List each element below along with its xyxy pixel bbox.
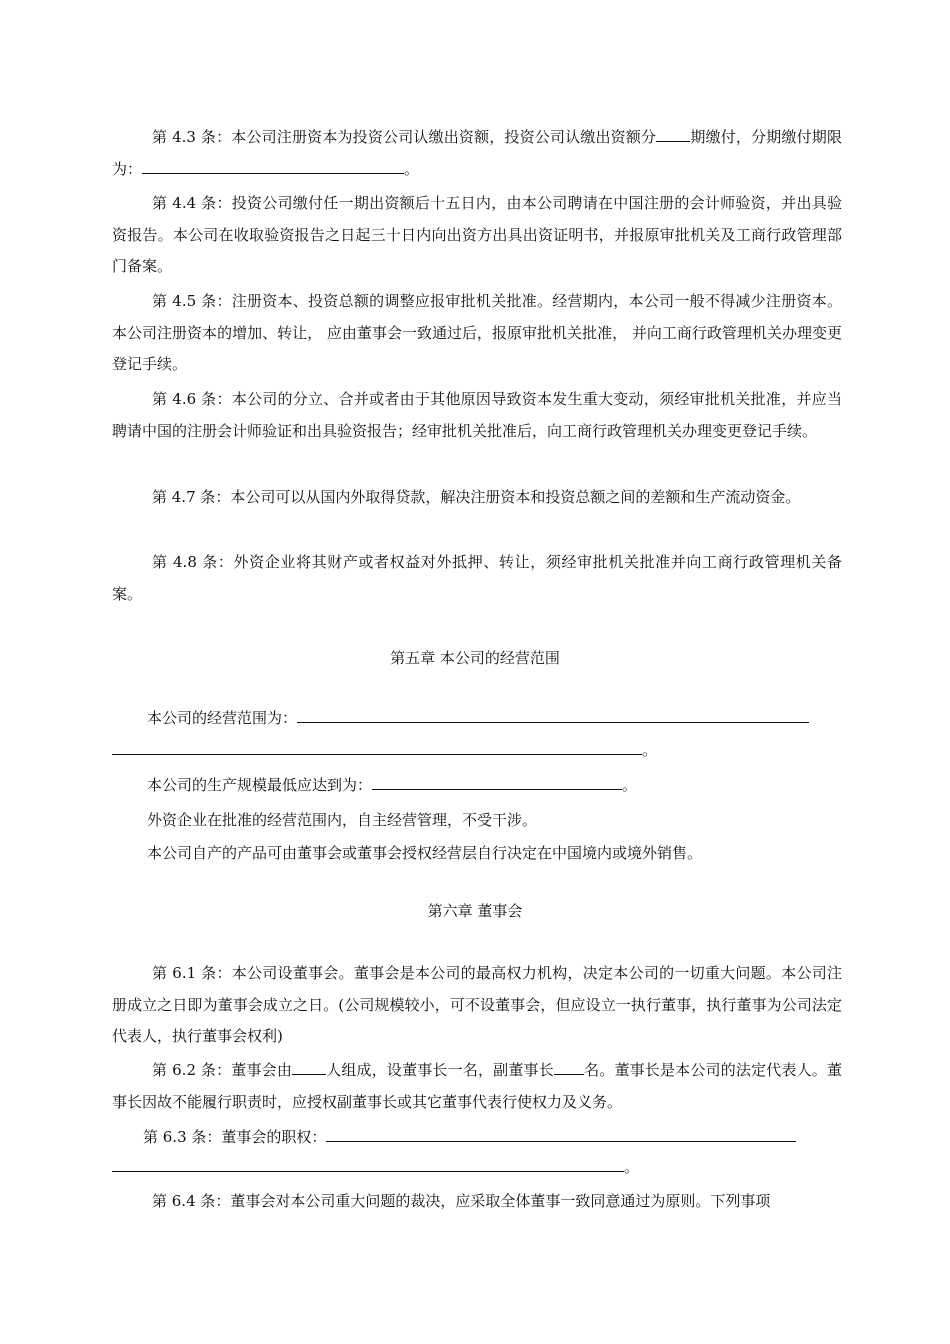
article-6-2 xyxy=(112,1055,842,1118)
article-4-6: 第 4.6 条：本公司的分立、合并或者由于其他原因导致资本发生重大变动，须经审批机关批准，并应当聘请中国的注册会计师验证和出具验资报告；经审批机关批准后，向工商行政管理机关办理变更登记手续。 xyxy=(112,390,842,440)
board-powers-blank-1 xyxy=(326,1124,796,1142)
article-6-2-text-c: 名。董事长是本公司的法定代表人。董事长因故不能履行职责时，应授权副董事长或其它董事代表行使权力及义务。 xyxy=(112,1061,842,1111)
article-4-3-text-c: 。 xyxy=(404,159,420,178)
article-6-3-label: 第 6.3 条：董事会的职权： xyxy=(143,1128,327,1146)
production-scale-label: 本公司的生产规模最低应达到为： xyxy=(147,776,373,794)
chapter-6-title: 第六章 董事会 xyxy=(427,902,523,920)
directors-count-blank xyxy=(292,1057,326,1075)
business-scope-line-2 xyxy=(112,735,842,765)
article-4-8: 第 4.8 条：外资企业将其财产或者权益对外抵押、转让，须经审批机关批准并向工商行政管理机关备案。 xyxy=(112,553,842,603)
payment-period-blank xyxy=(142,156,404,174)
article-6-2-text-b: 人组成，设董事长一名，副董事长 xyxy=(326,1061,554,1079)
chapter-5-title: 第五章 本公司的经营范围 xyxy=(390,649,560,667)
autonomy-statement: 外资企业在批准的经营范围内，自主经营管理，不受干涉。 xyxy=(147,811,538,829)
article-4-7: 第 4.7 条：本公司可以从国内外取得贷款，解决注册资本和投资总额之间的差额和生产流动资金。 xyxy=(152,488,801,506)
vice-chairman-count-blank xyxy=(554,1057,584,1075)
article-4-4: 第 4.4 条：投资公司缴付任一期出资额后十五日内，由本公司聘请在中国注册的会计师验资，并出具验资报告。本公司在收取验资报告之日起三十日内向出资方出具出资证明书，并报原审批机关及工商行政管理部门备案。 xyxy=(112,194,842,275)
production-scale-blank xyxy=(372,772,622,790)
business-scope-blank-1 xyxy=(297,705,809,723)
business-scope-end: 。 xyxy=(642,741,658,759)
business-scope-label: 本公司的经营范围为： xyxy=(147,709,298,727)
article-6-3-end: 。 xyxy=(624,1158,640,1176)
business-scope-line xyxy=(147,703,877,733)
article-6-1: 第 6.1 条：本公司设董事会。董事会是本公司的最高权力机构，决定本公司的一切重大问题。本公司注册成立之日即为董事会成立之日。(公司规模较小，可不设董事会，但应设立一执行董事，执行董事为公司法定代表人，执行董事会权利) xyxy=(112,964,842,1045)
production-scale-line xyxy=(147,770,877,800)
business-scope-blank-2 xyxy=(112,737,642,755)
article-6-2-text-a: 第 6.2 条：董事会由 xyxy=(152,1061,293,1079)
article-4-3-text-a: 第 4.3 条：本公司注册资本为投资公司认缴出资额，投资公司认缴出资额分 xyxy=(152,128,657,146)
sales-statement: 本公司自产的产品可由董事会或董事会授权经营层自行决定在中国境内或境外销售。 xyxy=(147,844,703,862)
article-6-4: 第 6.4 条：董事会对本公司重大问题的裁决，应采取全体董事一致同意通过为原则。下列事项 xyxy=(152,1192,771,1210)
article-6-3-line-2 xyxy=(112,1152,842,1182)
board-powers-blank-2 xyxy=(112,1154,624,1172)
installments-blank xyxy=(656,124,690,142)
article-4-3 xyxy=(112,122,842,185)
article-6-3-line xyxy=(143,1122,873,1152)
article-4-5: 第 4.5 条：注册资本、投资总额的调整应报审批机关批准。经营期内，本公司一般不得减少注册资本。本公司注册资本的增加、转让， 应由董事会一致通过后，报原审批机关批准， 并向工商行政管理机关办理变更登记手续。 xyxy=(112,292,842,373)
production-scale-end: 。 xyxy=(622,776,638,794)
article-4-3-text-b: 期缴付，分期缴付期限为： xyxy=(112,128,842,178)
